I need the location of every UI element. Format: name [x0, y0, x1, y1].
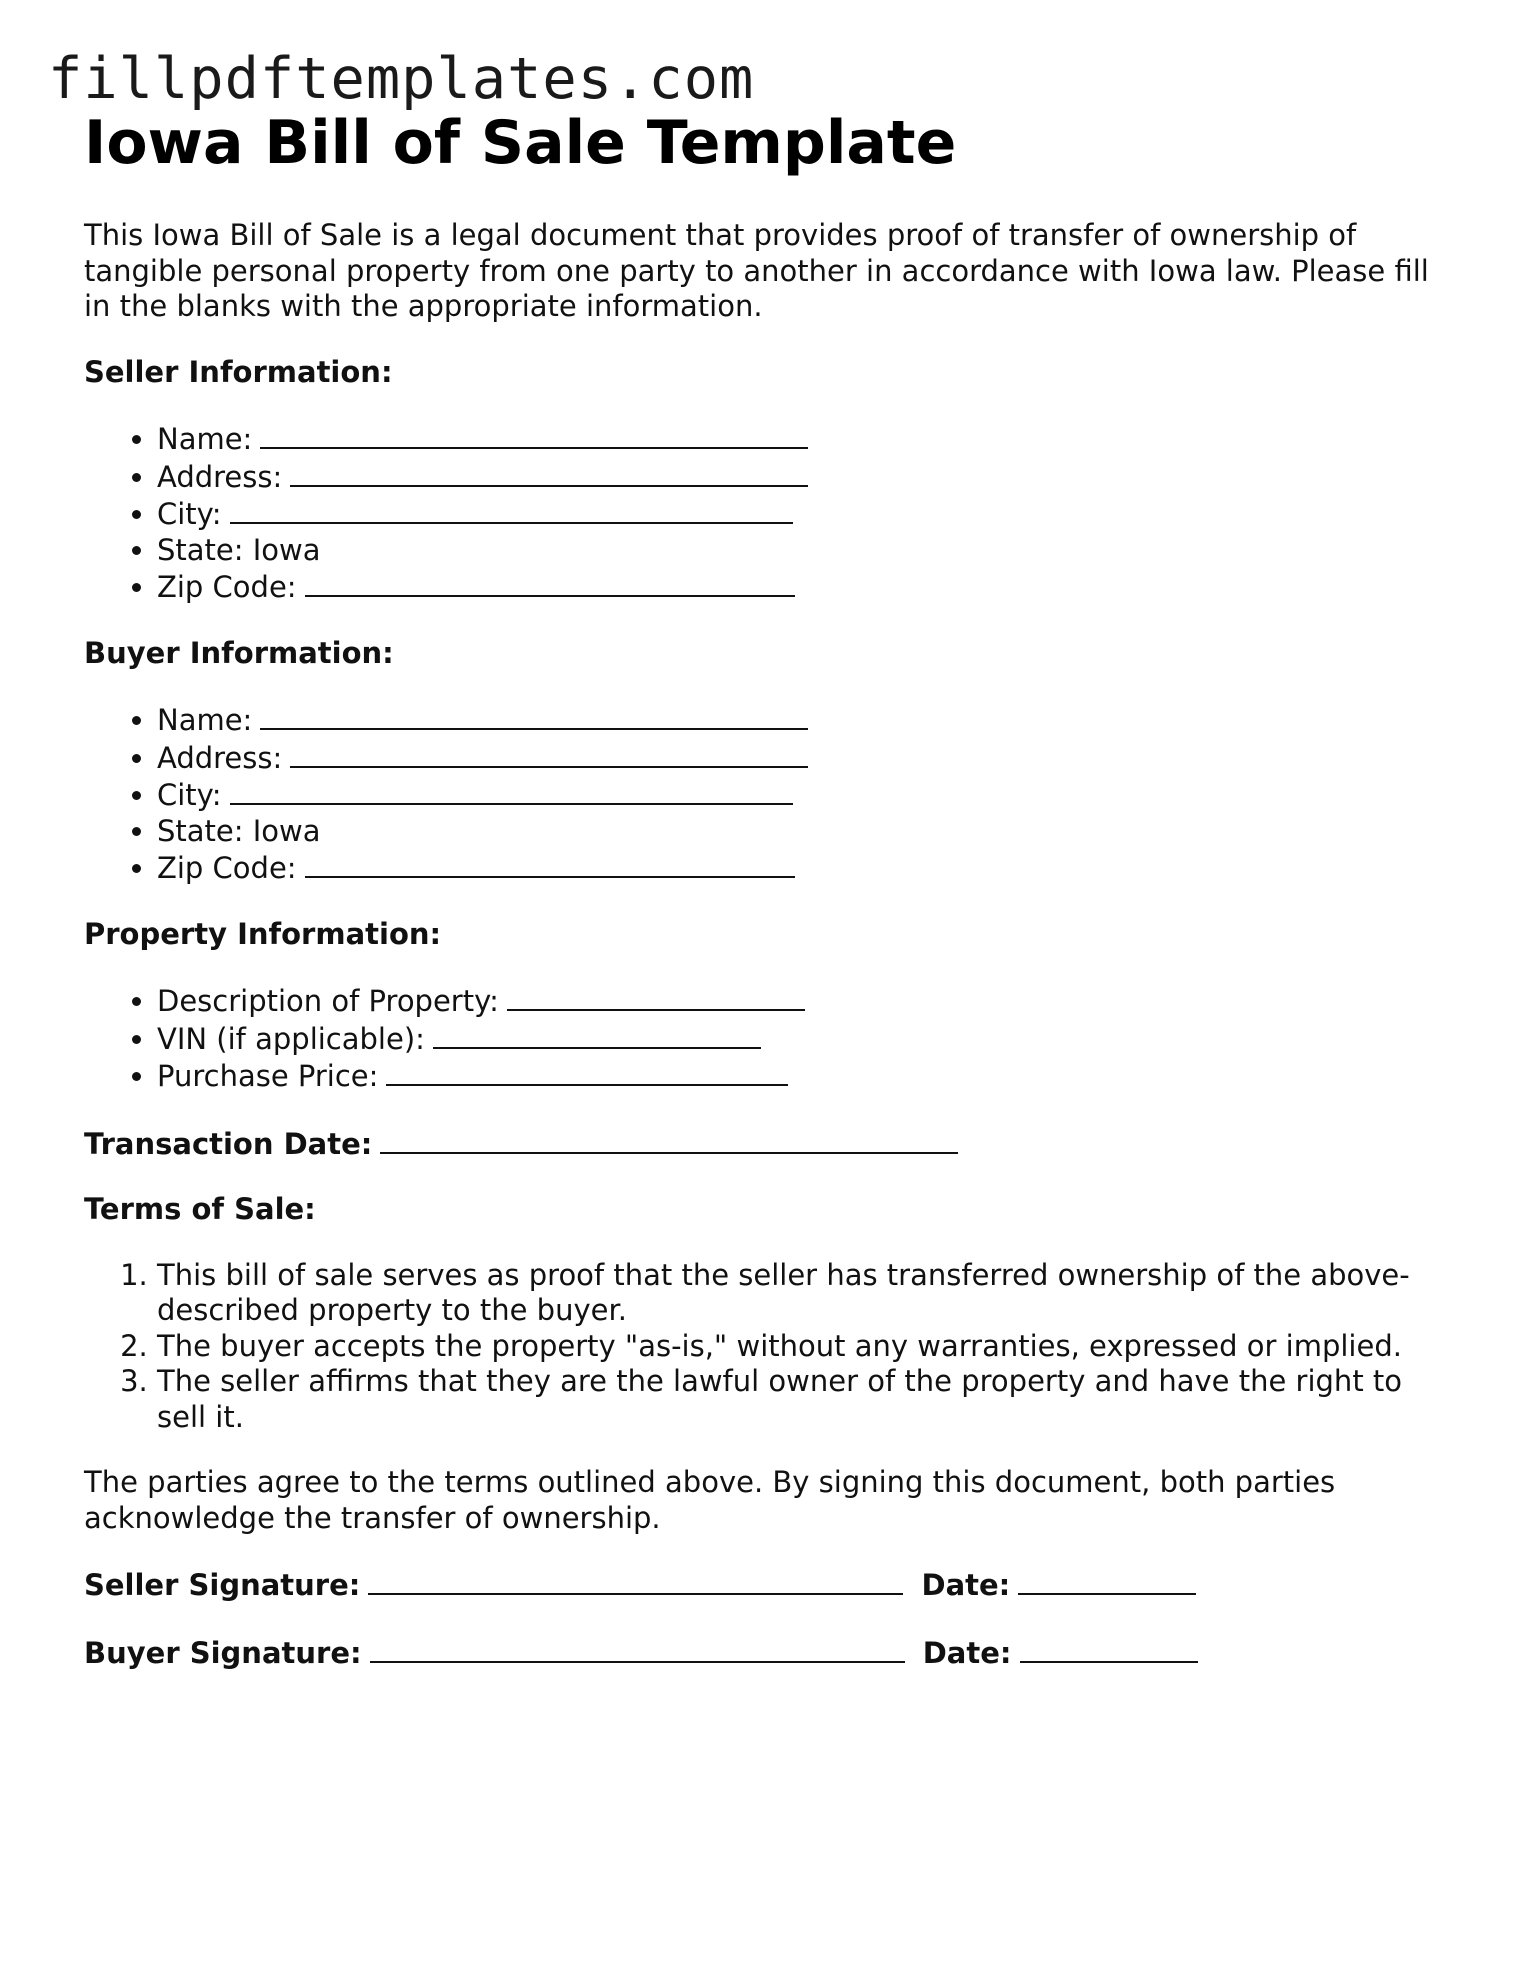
list-item	[157, 458, 1444, 496]
buyer-fields-list	[84, 701, 1444, 887]
buyer-signature-row	[84, 1634, 1444, 1672]
buyer-date-label: Date:	[922, 1635, 1012, 1670]
buyer-zip-blank[interactable]	[305, 849, 795, 878]
buyer-city-label: City:	[157, 778, 222, 812]
page-title: Iowa Bill of Sale Template	[84, 108, 957, 178]
seller-zip-label: Zip Code:	[157, 570, 297, 604]
list-item	[157, 568, 1444, 606]
property-vin-blank[interactable]	[433, 1020, 761, 1049]
seller-city-blank[interactable]	[230, 495, 793, 524]
seller-address-blank[interactable]	[290, 458, 808, 487]
closing-paragraph: The parties agree to the terms outlined above. By signing this document, both parties acknowledge the transfer of ownership.	[84, 1465, 1336, 1535]
transaction-date-blank[interactable]	[380, 1125, 958, 1154]
terms-list	[84, 1258, 1444, 1436]
property-heading: Property Information:	[84, 916, 442, 951]
seller-fields-list	[84, 420, 1444, 606]
seller-heading: Seller Information:	[84, 354, 393, 389]
property-description-blank[interactable]	[507, 982, 805, 1011]
list-item: 2. The buyer accepts the property "as-is," without any warranties, expressed or implied.	[157, 1329, 1444, 1365]
seller-address-label: Address:	[157, 459, 283, 494]
list-item: 1. This bill of sale serves as proof that the seller has transferred ownership of the above-described property to the buyer.	[157, 1258, 1444, 1329]
property-vin-label: VIN (if applicable):	[157, 1021, 425, 1056]
property-price-blank[interactable]	[386, 1057, 788, 1086]
seller-state-text: State: Iowa	[157, 532, 321, 567]
list-item	[157, 982, 1444, 1020]
seller-city-label: City:	[157, 497, 222, 531]
site-watermark: fillpdftemplates.com	[48, 46, 755, 112]
intro-paragraph: This Iowa Bill of Sale is a legal document that provides proof of transfer of ownership of tangible personal property from one party to another in accordance with Iowa law. Please fill in the blanks with the appropriate information.	[84, 218, 1429, 323]
buyer-name-blank[interactable]	[260, 701, 808, 730]
buyer-signature-label: Buyer Signature:	[84, 1635, 362, 1670]
buyer-city-blank[interactable]	[230, 776, 793, 805]
buyer-address-blank[interactable]	[290, 739, 808, 768]
list-item	[157, 701, 1444, 739]
seller-zip-blank[interactable]	[305, 568, 795, 597]
list-item	[157, 495, 1444, 533]
list-item	[157, 1057, 1444, 1095]
seller-signature-row	[84, 1566, 1444, 1604]
seller-signature-blank[interactable]	[368, 1566, 903, 1595]
list-item	[157, 420, 1444, 458]
transaction-date-row	[84, 1125, 1444, 1163]
list-item	[157, 776, 1444, 814]
document-body	[84, 108, 1444, 1671]
terms-heading: Terms of Sale:	[84, 1192, 316, 1226]
seller-date-blank[interactable]	[1018, 1566, 1196, 1595]
buyer-address-label: Address:	[157, 740, 283, 775]
seller-date-label: Date:	[921, 1568, 1011, 1602]
buyer-state-text: State: Iowa	[157, 813, 321, 848]
list-item	[157, 533, 1444, 569]
buyer-signature-blank[interactable]	[370, 1634, 905, 1663]
seller-name-blank[interactable]	[260, 420, 808, 449]
property-fields-list	[84, 982, 1444, 1095]
list-item	[157, 739, 1444, 777]
buyer-heading: Buyer Information:	[84, 635, 394, 670]
list-item	[157, 849, 1444, 887]
buyer-name-label: Name:	[157, 703, 253, 737]
transaction-date-label: Transaction Date:	[84, 1126, 373, 1161]
list-item	[157, 814, 1444, 850]
list-item: 3. The seller affirms that they are the lawful owner of the property and have the right to sell it.	[157, 1364, 1444, 1435]
buyer-zip-label: Zip Code:	[157, 851, 297, 885]
seller-signature-label: Seller Signature:	[84, 1568, 361, 1602]
list-item	[157, 1020, 1444, 1058]
seller-name-label: Name:	[157, 422, 253, 456]
buyer-date-blank[interactable]	[1020, 1634, 1198, 1663]
property-price-label: Purchase Price:	[157, 1059, 379, 1093]
property-description-label: Description of Property:	[157, 984, 499, 1018]
